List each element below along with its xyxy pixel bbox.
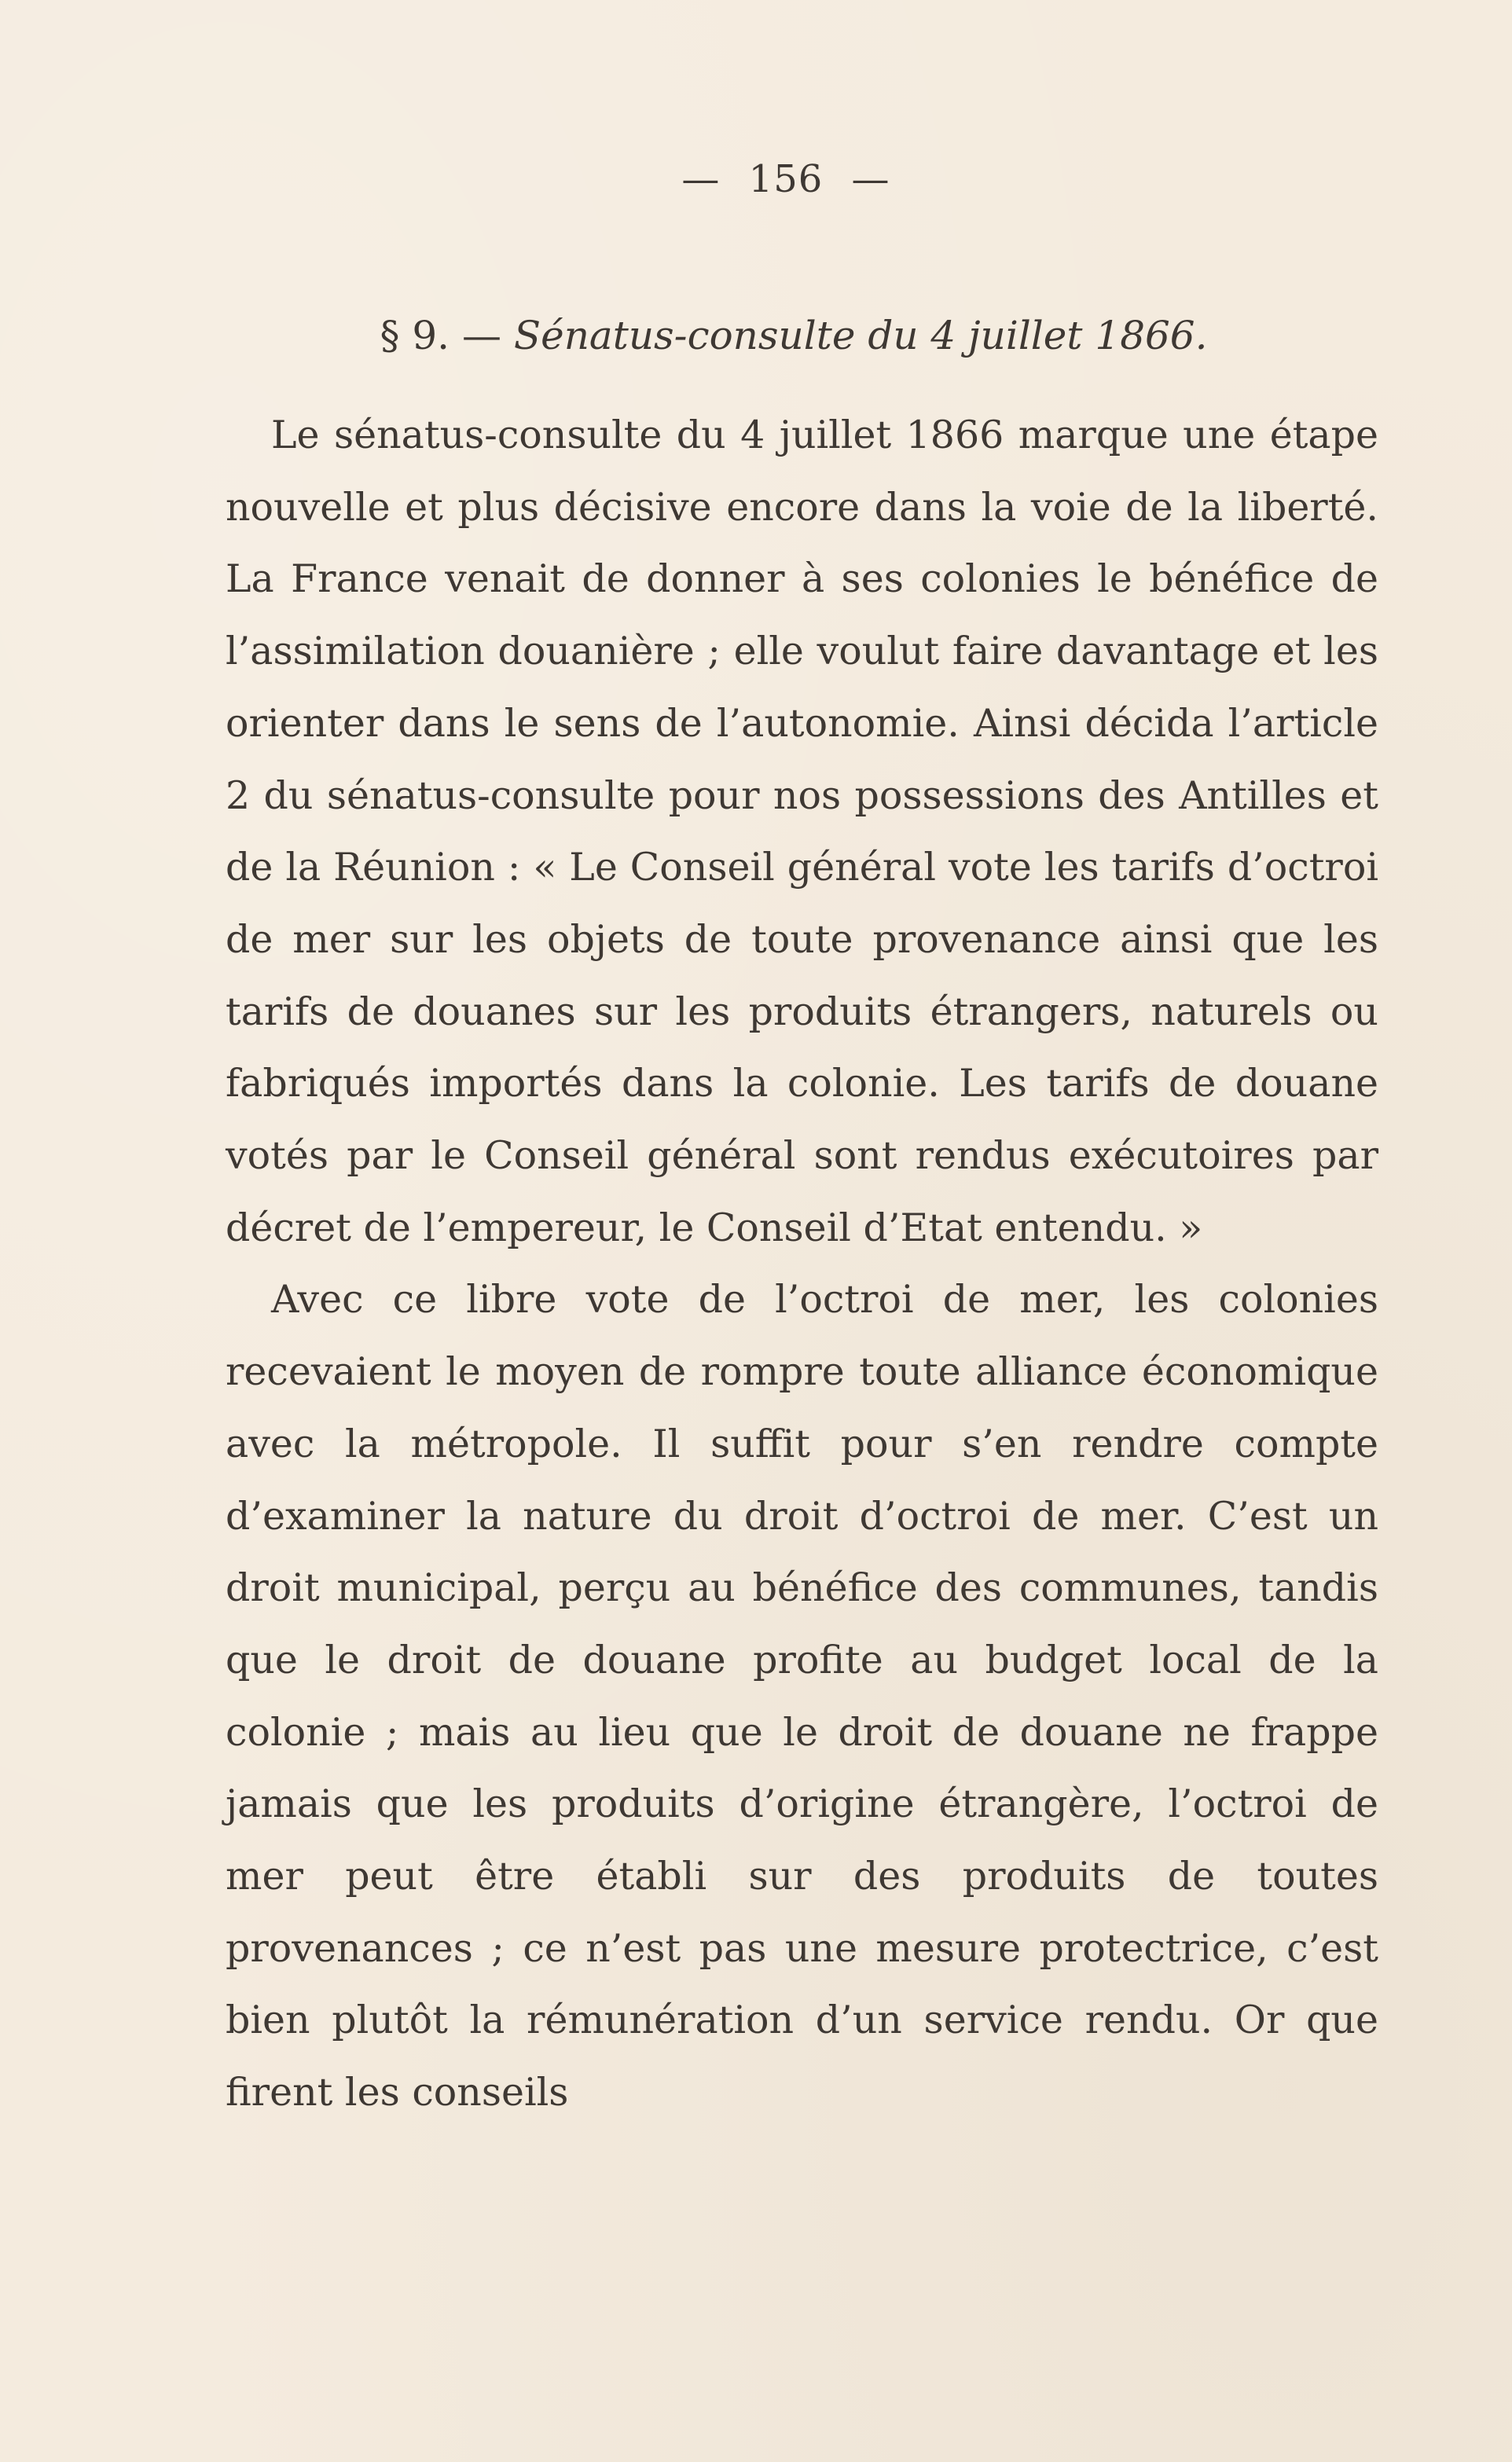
body-text bbox=[226, 399, 1378, 2129]
section-heading bbox=[0, 313, 1512, 358]
page-number: — 156 — bbox=[681, 157, 890, 201]
paragraph: Le sénatus-consulte du 4 juillet 1866 marque une étape nouvelle et plus décisive encore dans la voie de la liberté. La France venait de donner à ses colonies le bénéfice de l’assimilation douanière ; elle voulut faire davantage et les orienter dans le sens de l’autonomie. Ainsi décida l’article 2 du sénatus-consulte pour nos possessions des Antilles et de la Réunion : « Le Conseil général vote les tarifs d’octroi de mer sur les objets de toute provenance ainsi que les tarifs de douanes sur les produits étrangers, naturels ou fabriqués importés dans la colonie. Les tarifs de douane votés par le Conseil général sont rendus exécutoires par décret de l’empereur, le Conseil d’Etat entendu. » bbox=[226, 413, 1378, 1250]
section-title: Sénatus-consulte du 4 juillet 1866. bbox=[513, 313, 1208, 358]
paragraph: Avec ce libre vote de l’octroi de mer, les colonies recevaient le moyen de rompre toute alliance économique avec la métropole. Il suffit pour s’en rendre compte d’examiner la nature du droit d’octroi de mer. C’est un droit municipal, perçu au bénéfice des communes, tandis que le droit de douane profite au budget local de la colonie ; mais au lieu que le droit de douane ne frappe jamais que les produits d’origine étrangère, l’octroi de mer peut être établi sur des produits de toutes provenances ; ce n’est pas une mesure protectrice, c’est bien plutôt la rémunération d’un service rendu. Or que firent les conseils bbox=[226, 1277, 1378, 2115]
section-number: § 9. — bbox=[380, 313, 501, 358]
